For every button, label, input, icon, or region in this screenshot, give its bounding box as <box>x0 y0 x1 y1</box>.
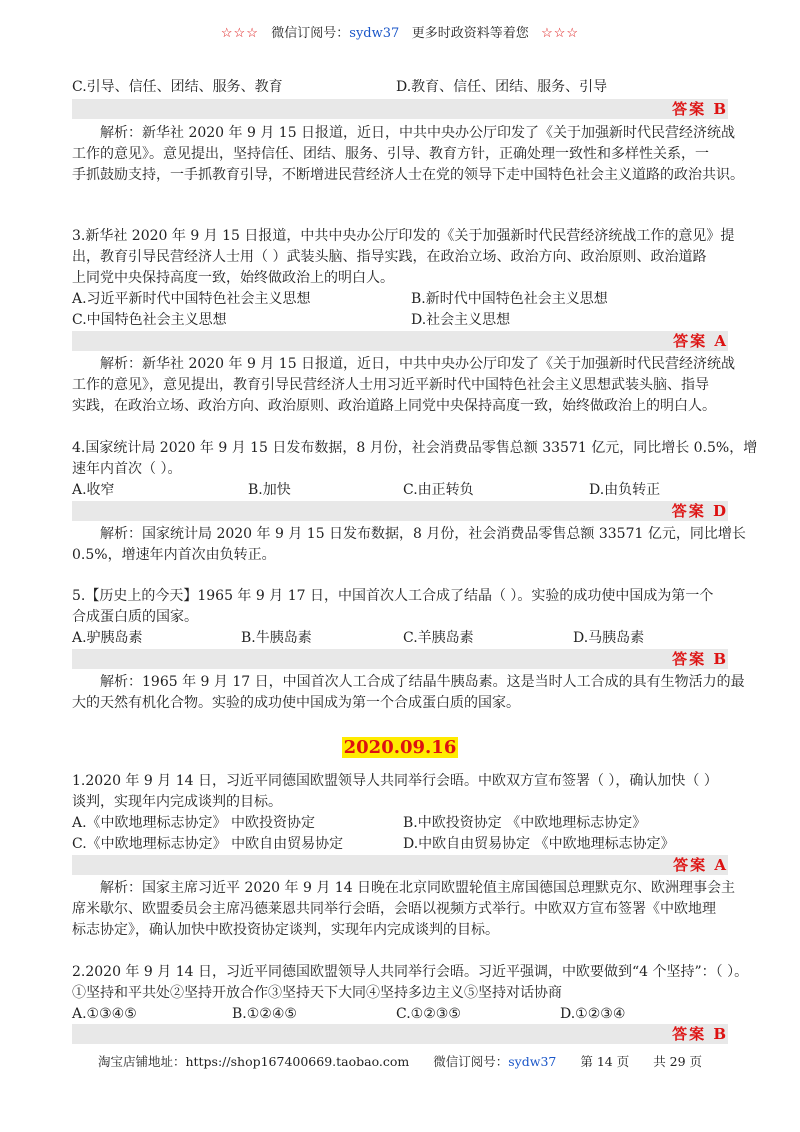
option-d: D.社会主义思想 <box>411 312 511 328</box>
option-c: C.中国特色社会主义思想 <box>72 312 227 328</box>
answer-band <box>72 1024 728 1044</box>
explanation-line: 工作的意见》。意见提出，坚持信任、团结、服务、引导、教育方针，正确处理一致性和多样性关系，一 <box>72 146 709 162</box>
question-text: 2.2020 年 9 月 14 日，习近平同德国欧盟领导人共同举行会晤。习近平强调，中欧要做到“4 个坚持”：（ ）。 <box>72 964 749 980</box>
explanation-line: 实践，在政治立场、政治方向、政治原则、政治道路上同党中央保持高度一致，始终做政治上的明白人。 <box>72 398 716 414</box>
date-heading-text: 2020.09.16 <box>343 737 457 758</box>
question-text: 3.新华社 2020 年 9 月 15 日报道，中共中央办公厅印发的《关于加强新时代民营经济统战工作的意见》提 <box>72 228 735 244</box>
header-text: 微信订阅号： <box>271 26 350 41</box>
option-a: A.驴胰岛素 <box>72 630 143 646</box>
stars-right: ☆☆☆ <box>541 26 580 41</box>
option-d: D.教育、信任、团结、服务、引导 <box>396 79 608 95</box>
wechat-label: 微信订阅号： <box>433 1054 509 1069</box>
answer-band <box>72 855 728 875</box>
option-c: C.引导、信任、团结、服务、教育 <box>72 79 283 95</box>
option-b: B.中欧投资协定 《中欧地理标志协定》 <box>403 815 647 831</box>
question-text: 出，教育引导民营经济人士用（ ）武装头脑、指导实践，在政治立场、政治方向、政治原则、政治道路 <box>72 249 707 265</box>
question-text: 5.【历史上的今天】1965 年 9 月 17 日，中国首次人工合成了结晶（ ）。实验的成功使中国成为第一个 <box>72 588 714 604</box>
header-account: sydw37 <box>349 26 400 41</box>
header-slogan: 更多时政资料等着您 <box>411 26 529 41</box>
date-heading <box>0 737 800 758</box>
explanation-line: 0.5%，增速年内首次由负转正。 <box>72 547 276 563</box>
option-b: B.新时代中国特色社会主义思想 <box>411 291 608 307</box>
answer-label: 答案 B <box>672 1025 728 1043</box>
page-total: 共 29 页 <box>653 1054 703 1069</box>
option-c: C.《中欧地理标志协定》 中欧自由贸易协定 <box>72 836 344 852</box>
explanation-line: 大的天然有机化合物。实验的成功使中国成为第一个合成蛋白质的国家。 <box>72 695 520 711</box>
answer-label: 答案 B <box>672 100 728 118</box>
option-a: A.①③④⑤ <box>72 1006 137 1022</box>
option-b: B.①②④⑤ <box>232 1006 297 1022</box>
wechat-id: sydw37 <box>508 1054 557 1069</box>
answer-label: 答案 B <box>672 650 728 668</box>
option-d: D.①②③④ <box>560 1006 626 1022</box>
explanation-line: 解析：1965 年 9 月 17 日，中国首次人工合成了结晶牛胰岛素。这是当时人工合成的具有生物活力的最 <box>100 674 745 690</box>
explanation-line: 解析：新华社 2020 年 9 月 15 日报道，近日，中共中央办公厅印发了《关于加强新时代民营经济统战 <box>100 356 736 372</box>
question-text: 谈判，实现年内完成谈判的目标。 <box>72 794 282 810</box>
option-a: A.《中欧地理标志协定》 中欧投资协定 <box>72 815 316 831</box>
option-a: A.习近平新时代中国特色社会主义思想 <box>72 291 311 307</box>
answer-label: 答案 A <box>673 856 728 874</box>
question-text: 1.2020 年 9 月 14 日，习近平同德国欧盟领导人共同举行会晤。中欧双方宣布签署（ ），确认加快（ ） <box>72 773 718 789</box>
question-text: 速年内首次（ ）。 <box>72 461 182 477</box>
option-a: A.收窄 <box>72 482 115 498</box>
page-footer <box>0 1052 800 1070</box>
option-b: B.牛胰岛素 <box>241 630 312 646</box>
explanation-line: 解析：国家统计局 2020 年 9 月 15 日发布数据，8 月份，社会消费品零售总额 33571 亿元，同比增长 <box>100 526 746 542</box>
explanation-line: 工作的意见》，意见提出，教育引导民营经济人士用习近平新时代中国特色社会主义思想武装头脑、指导 <box>72 377 709 393</box>
option-c: C.由正转负 <box>403 482 474 498</box>
answer-band <box>72 501 728 521</box>
page-number: 第 14 页 <box>580 1054 630 1069</box>
option-d: D.马胰岛素 <box>573 630 645 646</box>
explanation-line: 席米歇尔、欧盟委员会主席冯德莱恩共同举行会晤，会晤以视频方式举行。中欧双方宣布签署《中欧地理 <box>72 901 716 917</box>
explanation-line: 解析：新华社 2020 年 9 月 15 日报道，近日，中共中央办公厅印发了《关于加强新时代民营经济统战 <box>100 125 736 141</box>
answer-label: 答案 A <box>673 332 728 350</box>
question-text: 合成蛋白质的国家。 <box>72 609 198 625</box>
question-text: 4.国家统计局 2020 年 9 月 15 日发布数据，8 月份，社会消费品零售总额 33571 亿元，同比增长 0.5%，增 <box>72 440 758 456</box>
question-text: 上同党中央保持高度一致，始终做政治上的明白人。 <box>72 270 394 286</box>
wechat-account <box>433 1052 556 1070</box>
option-d: D.由负转正 <box>589 482 661 498</box>
explanation-line: 标志协定》，确认加快中欧投资协定谈判，实现年内完成谈判的目标。 <box>72 922 499 938</box>
explanation-line: 手抓鼓励支持，一手抓教育引导，不断增进民营经济人士在党的领导下走中国特色社会主义道路的政治共识。 <box>72 167 744 183</box>
option-b: B.加快 <box>248 482 291 498</box>
stars-left: ☆☆☆ <box>220 26 259 41</box>
shop-address: 淘宝店铺地址：https://shop167400669.taobao.com <box>97 1054 410 1069</box>
answer-label: 答案 D <box>671 502 728 520</box>
option-d: D.中欧自由贸易协定 《中欧地理标志协定》 <box>403 836 675 852</box>
option-c: C.①②③⑤ <box>396 1006 461 1022</box>
option-c: C.羊胰岛素 <box>403 630 474 646</box>
question-text: ①坚持和平共处②坚持开放合作③坚持天下大同④坚持多边主义⑤坚持对话协商 <box>72 985 562 1001</box>
page-header <box>0 22 800 41</box>
explanation-line: 解析：国家主席习近平 2020 年 9 月 14 日晚在北京同欧盟轮值主席国德国总理默克尔、欧洲理事会主 <box>100 880 736 896</box>
answer-band <box>72 99 728 119</box>
answer-band <box>72 649 728 669</box>
answer-band <box>72 331 728 351</box>
